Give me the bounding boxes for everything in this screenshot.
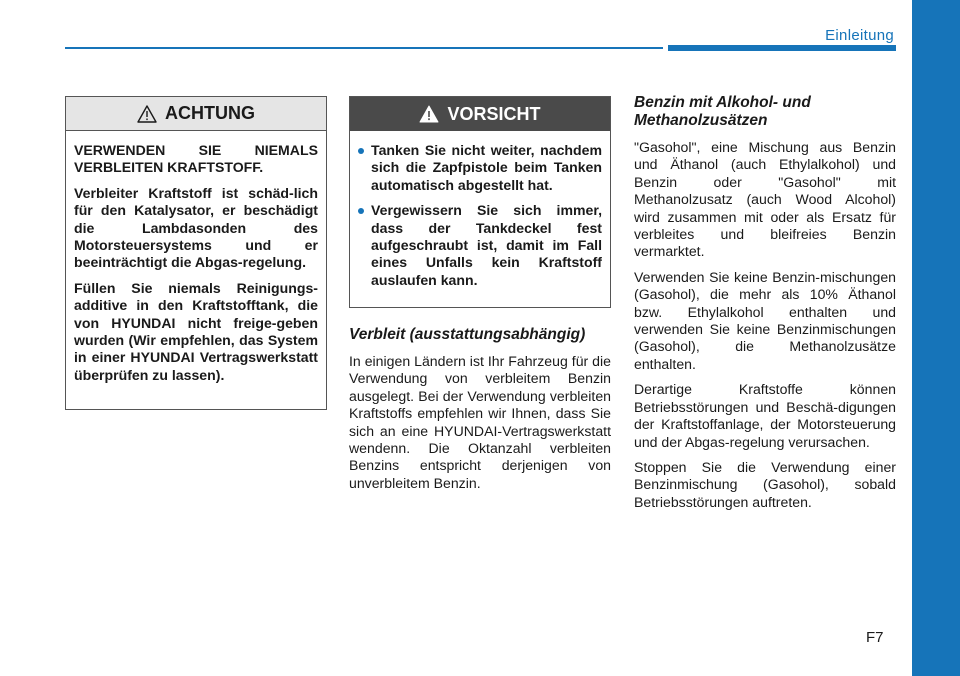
benzin-paragraph: Derartige Kraftstoffe können Betriebsstörungen und Beschä-digungen der Kraftstoffanlage, der Motorsteuerung und der Abgas-regelung verursachen. bbox=[634, 381, 896, 450]
vorsicht-body bbox=[350, 131, 610, 289]
warning-triangle-filled-icon bbox=[419, 105, 439, 123]
chapter-tab bbox=[912, 0, 960, 676]
list-item bbox=[358, 202, 602, 289]
benzin-section bbox=[634, 94, 896, 519]
bullet-dot-icon bbox=[358, 148, 364, 154]
header-rule-accent bbox=[668, 45, 896, 51]
achtung-paragraph: VERWENDEN SIE NIEMALS VERBLEITEN KRAFTSTOFF. bbox=[74, 142, 318, 176]
page-number: F7 bbox=[866, 629, 884, 646]
verbleit-section bbox=[349, 326, 611, 500]
benzin-paragraph: Stoppen Sie die Verwendung einer Benzinmischung (Gasohol), sobald Betriebsstörungen auftreten. bbox=[634, 458, 896, 510]
achtung-paragraph: Verbleiter Kraftstoff ist schäd-lich für den Katalysator, er beschädigt die Lambdasonden des Motorsteuersystems und er beeinträchtigt die Abgas-regelung. bbox=[74, 184, 318, 271]
benzin-heading: Benzin mit Alkohol- und Methanolzusätzen bbox=[634, 94, 811, 129]
bullet-dot-icon bbox=[358, 208, 364, 214]
verbleit-paragraph: In einigen Ländern ist Ihr Fahrzeug für die Verwendung von verbleitem Benzin ausgelegt. Bei der Verwendung verbleiten Kraftstoffs empfehlen wir Ihnen, dass Sie sich an eine HYUNDAI-Vertragswerkstatt wendenn. Die Oktanzahl verbleiten Benzins entspricht derjenigen von unverbleitem Benzin. bbox=[349, 353, 611, 491]
achtung-paragraph: Füllen Sie niemals Reinigungs-additive in den Kraftstofftank, die von HYUNDAI nicht freige-geben wurden (Wir empfehlen, das System in einer HYUNDAI Vertragswerkstatt überprüfen zu lassen). bbox=[74, 279, 318, 383]
achtung-header bbox=[66, 97, 326, 131]
vorsicht-header bbox=[350, 97, 610, 131]
verbleit-heading: Verbleit (ausstattungsabhängig) bbox=[349, 326, 586, 343]
benzin-paragraph: Verwenden Sie keine Benzin-mischungen (Gasohol), die mehr als 10% Äthanol bzw. Ethylalkohol enthalten und verwenden Sie keine Benzinmischungen (Gasohol), die Methanolzusätze enthalten. bbox=[634, 268, 896, 372]
vorsicht-list bbox=[358, 142, 602, 289]
warning-triangle-outline-icon bbox=[137, 105, 157, 123]
vorsicht-title: VORSICHT bbox=[447, 103, 541, 124]
vorsicht-caution-box bbox=[349, 96, 611, 308]
achtung-warning-box bbox=[65, 96, 327, 410]
list-item-text: Tanken Sie nicht weiter, nachdem sich die Zapfpistole beim Tanken automatisch abgestellt hat. bbox=[371, 142, 602, 193]
list-item bbox=[358, 142, 602, 194]
header-rule bbox=[65, 47, 663, 49]
achtung-title: ACHTUNG bbox=[165, 103, 255, 123]
section-title: Einleitung bbox=[825, 27, 894, 44]
achtung-body bbox=[66, 131, 326, 384]
benzin-paragraph: "Gasohol", eine Mischung aus Benzin und Äthanol (auch Ethylalkohol) und Benzin oder "Gasohol" mit Methanolzusatz (auch Wood Alcohol) wird zusammen mit oder als Ersatz für verbleites und bleifreies Benzin vermarktet. bbox=[634, 139, 896, 260]
list-item-text: Vergewissern Sie sich immer, dass der Tankdeckel fest aufgeschraubt ist, damit im Fall eines Unfalls kein Kraftstoff auslaufen kann. bbox=[371, 202, 602, 288]
